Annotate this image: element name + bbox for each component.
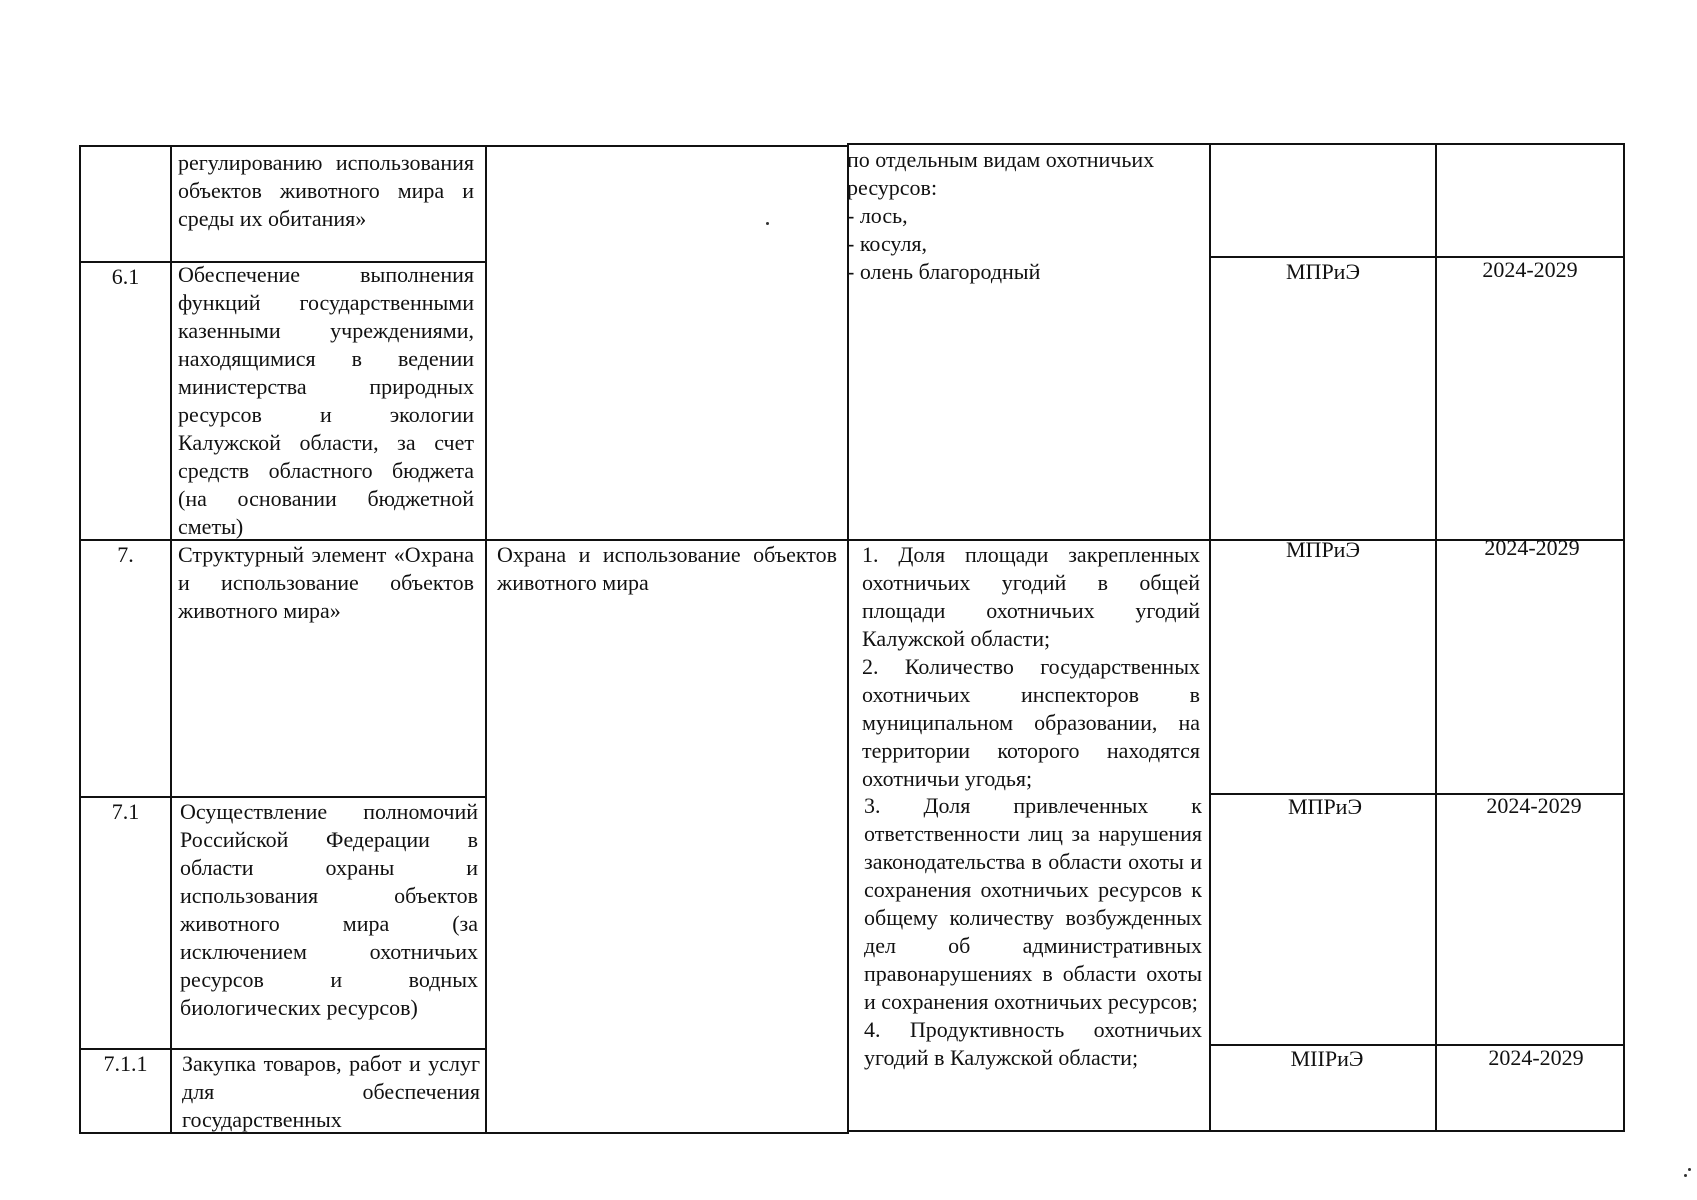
- task-text: Охрана и использование объектов животного мира: [497, 542, 837, 595]
- cell-num-1: [79, 261, 172, 541]
- row-name: Обеспечение выполнения функций государственными казенными учреждениями, находящимися в ведении министерства природных ресурсов и экологии Калужской области, за счет средств областного бюджета (на основании бюджетной сметы): [178, 262, 474, 539]
- row-name: Осуществление полномочий Российской Федерации в области охраны и использования объектов животного мира (за исключением охотничьих ресурсов и водных биологических ресурсов): [180, 799, 478, 1020]
- row-number: 6.1: [111, 264, 140, 289]
- period: 2024-2029: [1484, 535, 1580, 560]
- cell-resp-0: [1209, 143, 1437, 258]
- responsible: МПРиЭ: [1286, 259, 1360, 284]
- cell-resp-1: [1209, 256, 1437, 541]
- cell-num-2: [79, 539, 172, 798]
- cell-num-3: [79, 796, 172, 1050]
- scan-dot: [766, 222, 769, 225]
- responsible: МПРиЭ: [1286, 537, 1360, 562]
- row-name: Закупка товаров, работ и услуг для обеспечения государственных: [182, 1051, 480, 1132]
- cell-period-1: [1435, 256, 1625, 541]
- row-name: регулированию использования объектов животного мира и среды их обитания»: [178, 150, 474, 231]
- period: 2024-2029: [1486, 793, 1582, 818]
- cell-num-0: [79, 145, 172, 263]
- period: 2024-2029: [1482, 257, 1578, 282]
- cell-period-2: [1435, 539, 1625, 795]
- responsible: МПРиЭ: [1288, 794, 1362, 819]
- cell-resp-2: [1209, 539, 1437, 795]
- cell-period-0: [1435, 143, 1625, 258]
- cell-task-7: [485, 539, 849, 1134]
- scan-speck: [1688, 1168, 1691, 1171]
- indicators-row-7-a: 1. Доля площади закрепленных охотничьих угодий в общей площади охотничьих угодий Калужской области; 2. Количество государственных охотничьих инспекторов в муниципальном образовании, на территории которого находятся охотничьи угодья;: [862, 542, 1200, 791]
- cell-task-top: [485, 145, 849, 541]
- indicators-row-7-b: 3. Доля привлеченных к ответственности лиц за нарушения законодательства в области охоты и сохранения охотничьих ресурсов к общему количеству возбужденных дел об административных правонарушениях в области охоты и сохранения охотничьих ресурсов; 4. Продуктивность охотничьих угодий в Калужской области;: [864, 793, 1202, 1070]
- indicators-top: по отдельным видам охотничьих ресурсов: - лось, - косуля, - олень благородный: [847, 147, 1155, 284]
- row-number: 7.: [117, 542, 134, 567]
- row-name: Структурный элемент «Охрана и использование объектов животного мира»: [178, 542, 474, 623]
- row-number: 7.1.1: [103, 1051, 148, 1076]
- responsible: МIIРиЭ: [1290, 1046, 1364, 1071]
- cell-period-3: [1435, 793, 1625, 1046]
- row-number: 7.1: [111, 799, 140, 824]
- scan-speck: [1684, 1174, 1687, 1177]
- cell-resp-3: [1209, 793, 1437, 1046]
- period: 2024-2029: [1488, 1045, 1584, 1070]
